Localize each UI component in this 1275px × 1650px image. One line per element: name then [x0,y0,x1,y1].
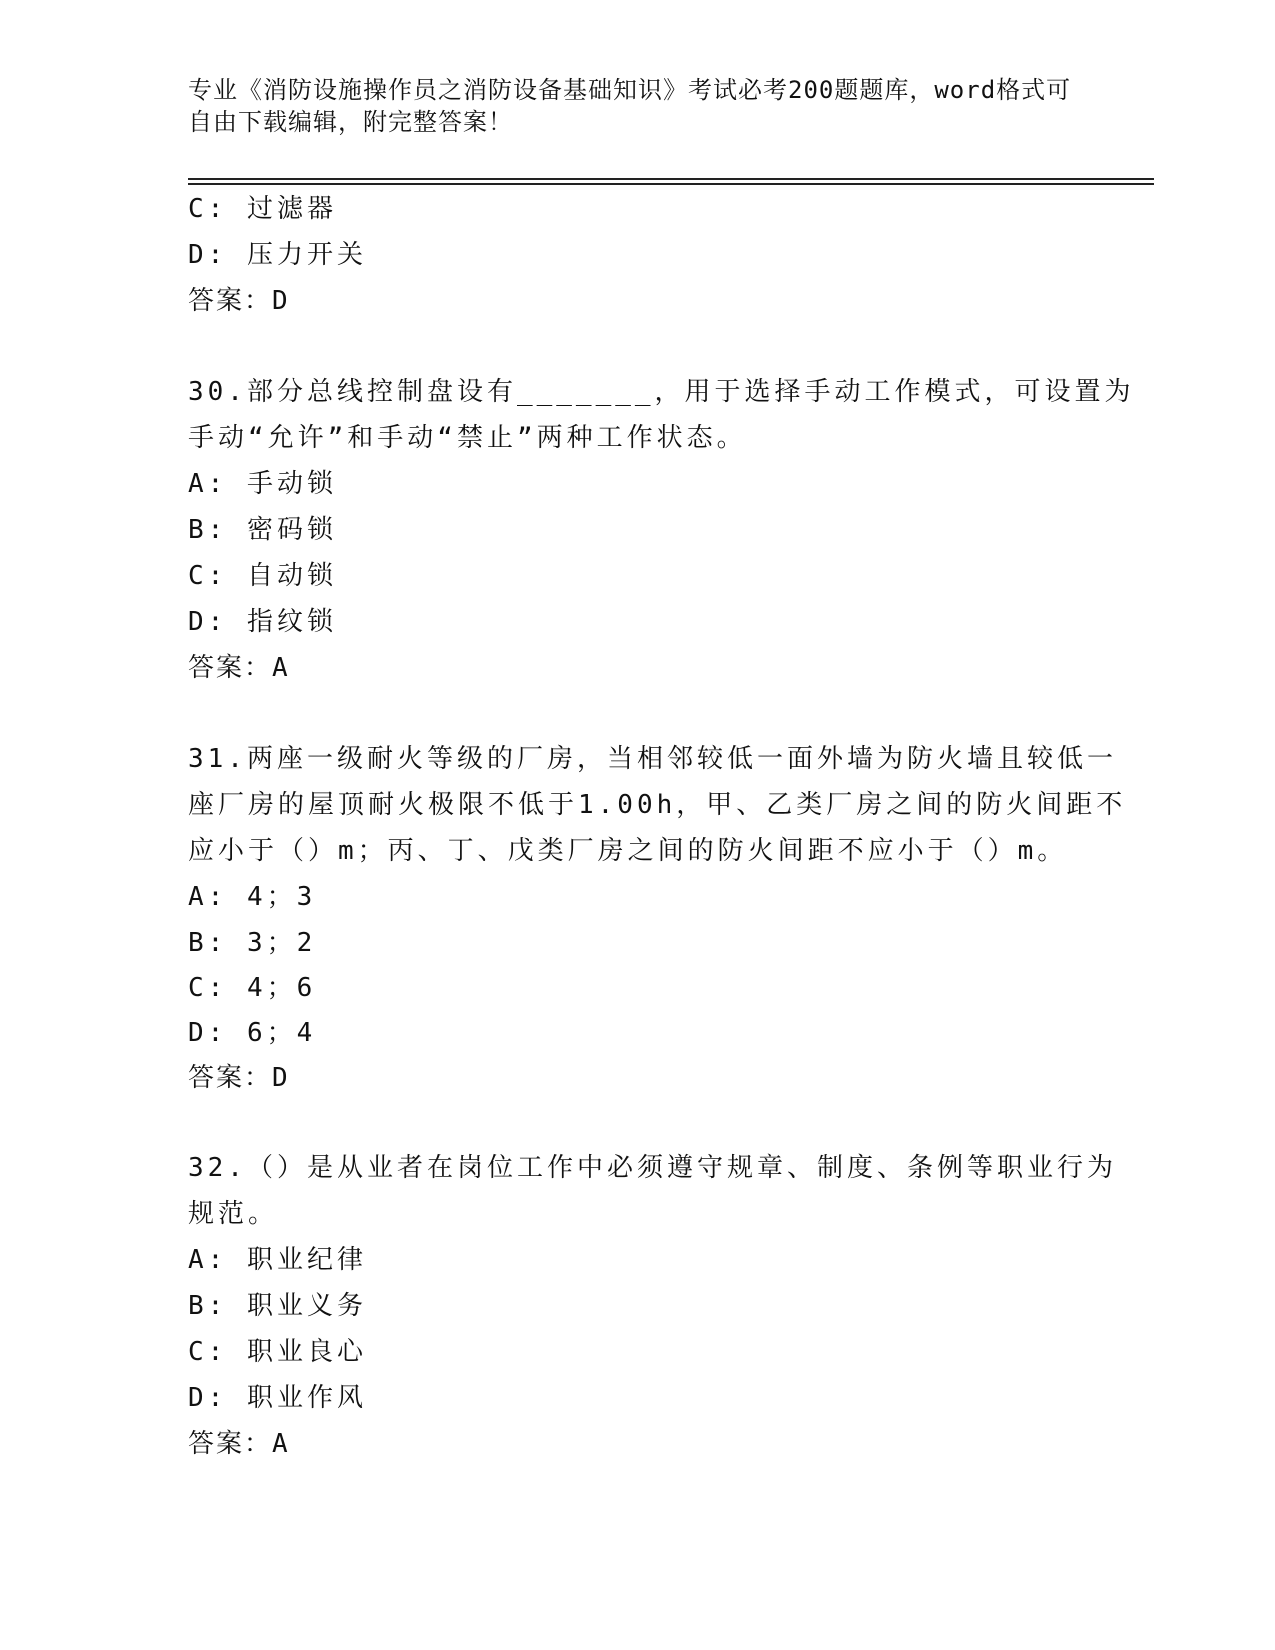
question-31-option-a: A: 4；3 [188,882,317,912]
question-30-option-d: D: 指纹锁 [188,607,337,637]
question-32-answer: 答案：A [188,1429,290,1459]
question-30-answer: 答案：A [188,653,290,683]
question-30-option-b: B: 密码锁 [188,515,337,545]
question-30-stem-line-2: 手动“允许”和手动“禁止”两种工作状态。 [188,423,747,453]
header-divider-bottom [188,183,1154,185]
question-31-option-b: B: 3；2 [188,928,317,958]
question-31-stem-line-3: 应小于（）m；丙、丁、戊类厂房之间的防火间距不应小于（）m。 [188,836,1068,866]
question-31-option-c: C: 4；6 [188,973,317,1003]
question-31-stem-line-2: 座厂房的屋顶耐火极限不低于1.00h，甲、乙类厂房之间的防火间距不 [188,790,1127,820]
question-32-option-c: C: 职业良心 [188,1337,367,1367]
header-line-1: 专业《消防设施操作员之消防设备基础知识》考试必考200题题库，word格式可 [188,76,1072,104]
option-c: C: 过滤器 [188,194,337,224]
question-31-answer: 答案：D [188,1063,290,1093]
question-30-option-c: C: 自动锁 [188,561,337,591]
document-header [188,74,1088,138]
question-31-option-d: D: 6；4 [188,1018,317,1048]
question-32-option-a: A: 职业纪律 [188,1245,367,1275]
option-d: D: 压力开关 [188,240,367,270]
question-30-stem-line-1: 30.部分总线控制盘设有_______，用于选择手动工作模式，可设置为 [188,377,1135,407]
header-line-2: 自由下载编辑，附完整答案！ [188,108,513,136]
question-30-option-a: A: 手动锁 [188,469,337,499]
header-divider-top [188,178,1154,180]
question-32-option-b: B: 职业义务 [188,1291,367,1321]
question-32-stem-line-2: 规范。 [188,1199,279,1229]
question-32-option-d: D: 职业作风 [188,1383,367,1413]
answer-line: 答案：D [188,286,290,316]
question-31-stem-line-1: 31.两座一级耐火等级的厂房，当相邻较低一面外墙为防火墙且较低一 [188,744,1117,774]
question-32-stem-line-1: 32.（）是从业者在岗位工作中必须遵守规章、制度、条例等职业行为 [188,1153,1117,1183]
